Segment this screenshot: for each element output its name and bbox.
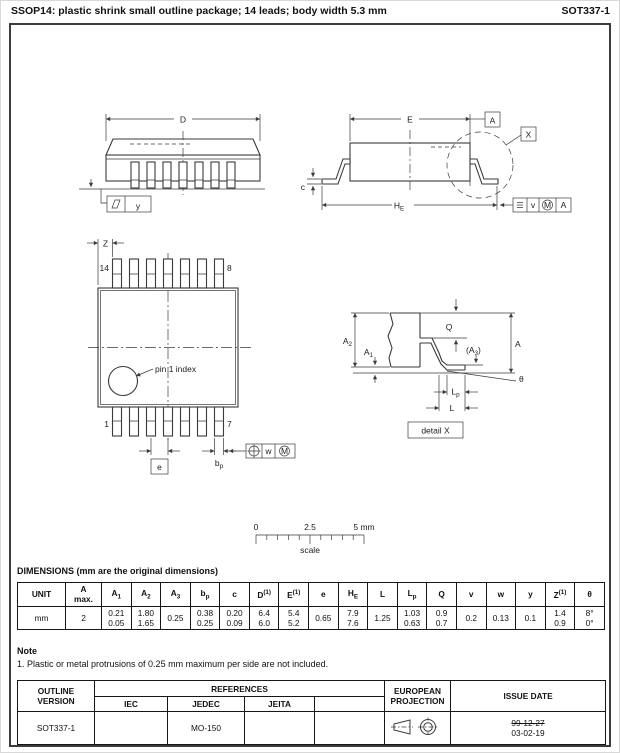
tol-w-label: w — [265, 446, 272, 456]
dims-col-header-16: y — [516, 583, 546, 607]
x-label: X — [525, 129, 532, 140]
dims-cell-8: 5.4 5.2 — [279, 606, 309, 630]
l-label: L — [449, 403, 455, 413]
jedec-value: MO-150 — [168, 712, 245, 745]
package-outline-drawing — [11, 25, 609, 563]
dimensions-table — [17, 582, 605, 630]
pin-14-label: 14 — [99, 263, 109, 273]
dims-col-header-13: Q — [427, 583, 457, 607]
dims-cell-0: mm — [18, 606, 66, 630]
issue-date-old: 99-12-27 — [511, 718, 545, 728]
dims-cell-10: 7.9 7.6 — [338, 606, 368, 630]
scale-mid: 2.5 — [304, 522, 316, 532]
dimensions-title: DIMENSIONS (mm are the original dimensions) — [17, 566, 219, 576]
z-label: Z — [102, 238, 109, 249]
ref-col-iec: IEC — [95, 697, 168, 712]
top-view — [87, 239, 295, 475]
dims-col-header-14: v — [456, 583, 486, 607]
c-label: c — [300, 182, 305, 192]
scale-bar — [254, 522, 375, 555]
tol-v-label: v — [530, 200, 536, 210]
ref-col-jeita: JEITA — [245, 697, 315, 712]
tolerance-frame-w — [229, 444, 295, 458]
dims-col-header-1: A max. — [66, 583, 102, 607]
dims-cell-13: 0.9 0.7 — [427, 606, 457, 630]
dims-cell-1: 2 — [66, 606, 102, 630]
flatness-callout — [107, 196, 151, 212]
jeita-value — [245, 712, 315, 745]
outline-version-header: OUTLINE VERSION — [18, 681, 95, 712]
dims-cell-14: 0.2 — [456, 606, 486, 630]
dims-col-header-5: $b_p$ — [190, 583, 220, 607]
dims-col-header-10: $H_E$ — [338, 583, 368, 607]
dims-col-header-7: $D^{(1)}$ — [249, 583, 279, 607]
pin-8-label: 8 — [227, 263, 232, 273]
pin1-index-circle — [109, 367, 138, 396]
extra-ref-value — [315, 712, 385, 745]
iec-value — [95, 712, 168, 745]
dims-cell-15: 0.13 — [486, 606, 516, 630]
note-item: 1. Plastic or metal protrusions of 0.25 mm maximum per side are not included. — [17, 659, 329, 669]
dims-col-header-15: w — [486, 583, 516, 607]
dims-col-header-2: $A_1$ — [102, 583, 132, 607]
dims-cell-9: 0.65 — [309, 606, 339, 630]
scale-0: 0 — [253, 522, 259, 532]
first-angle-projection-icon — [391, 715, 445, 739]
dims-col-header-11: L — [368, 583, 398, 607]
y-label: y — [135, 201, 141, 211]
a2-label: $A_2$ — [342, 336, 352, 348]
side-view-e — [301, 112, 571, 213]
tol-m2-label: M — [280, 445, 289, 456]
scale-label: scale — [300, 545, 320, 555]
lead-right — [470, 159, 498, 184]
issue-date-value — [451, 712, 606, 745]
datum-a-label: A — [489, 115, 496, 126]
european-projection-header: EUROPEAN PROJECTION — [385, 681, 451, 712]
dims-cell-2: 0.21 0.05 — [102, 606, 132, 630]
dims-col-header-3: $A_2$ — [131, 583, 161, 607]
issue-date-header: ISSUE DATE — [451, 681, 606, 712]
tol-m-label: M — [543, 199, 552, 210]
footer-table — [17, 680, 606, 745]
detail-x-view — [343, 299, 524, 438]
pin-1-label: 1 — [104, 419, 109, 429]
dims-col-header-17: $Z^{(1)}$ — [545, 583, 575, 607]
dims-cell-11: 1.25 — [368, 606, 398, 630]
dims-cell-16: 0.1 — [516, 606, 546, 630]
ref-col-extra — [315, 697, 385, 712]
dims-col-header-12: $L_p$ — [397, 583, 427, 607]
ref-col-jedec: JEDEC — [168, 697, 245, 712]
dims-col-header-8: $E^{(1)}$ — [279, 583, 309, 607]
dims-cell-7: 6.4 6.0 — [249, 606, 279, 630]
tolerance-frame-v — [500, 198, 571, 212]
q-label: Q — [445, 322, 453, 332]
e-label: E — [407, 114, 413, 125]
d-label: D — [179, 114, 187, 125]
a-overall-label: A — [515, 339, 521, 349]
dims-cell-3: 1.80 1.65 — [131, 606, 161, 630]
detail-x-label: detail X — [421, 425, 450, 436]
he-label: $H_E$ — [393, 200, 405, 213]
outline-version-value: SOT337-1 — [18, 712, 95, 745]
pin1-index-label: pin 1 index — [155, 364, 197, 374]
dims-cell-17: 1.4 0.9 — [545, 606, 575, 630]
dims-cell-18: 8° 0° — [575, 606, 605, 630]
pin-7-label: 7 — [227, 419, 232, 429]
side-view-d — [79, 114, 265, 212]
dims-col-header-9: e — [309, 583, 339, 607]
dims-cell-4: 0.25 — [161, 606, 191, 630]
page-title: SSOP14: plastic shrink small outline package; 14 leads; body width 5.3 mm — [11, 5, 387, 17]
package-code: SOT337-1 — [561, 5, 610, 17]
drawing-frame — [9, 23, 611, 747]
dims-cell-12: 1.03 0.63 — [397, 606, 427, 630]
bp-label: $b_p$ — [214, 458, 224, 470]
lp-label: $L_p$ — [451, 386, 460, 399]
a1-label: $A_1$ — [363, 347, 373, 359]
dims-col-header-0: UNIT — [18, 583, 66, 607]
note-title: Note — [17, 646, 37, 656]
dims-header-row — [18, 583, 605, 607]
projection-symbol-cell — [385, 712, 451, 745]
top-pins — [113, 259, 224, 288]
dims-col-header-6: c — [220, 583, 250, 607]
theta-label: θ — [519, 374, 524, 384]
side-view-leads — [131, 162, 235, 188]
a3-label: $(A_3)$ — [466, 345, 481, 357]
issue-date-new: 03-02-19 — [511, 728, 545, 738]
dims-value-row — [18, 606, 605, 630]
detail-x-circle — [447, 132, 513, 198]
dims-col-header-4: $A_3$ — [161, 583, 191, 607]
lead-left — [322, 159, 350, 184]
scale-max: 5 mm — [353, 522, 375, 532]
tol-a-label: A — [560, 200, 567, 210]
dims-cell-6: 0.20 0.09 — [220, 606, 250, 630]
e-pitch-label: e — [157, 462, 162, 472]
dims-cell-5: 0.38 0.25 — [190, 606, 220, 630]
references-header: REFERENCES — [95, 681, 385, 697]
dims-col-header-18: θ — [575, 583, 605, 607]
bottom-pins — [113, 407, 224, 436]
